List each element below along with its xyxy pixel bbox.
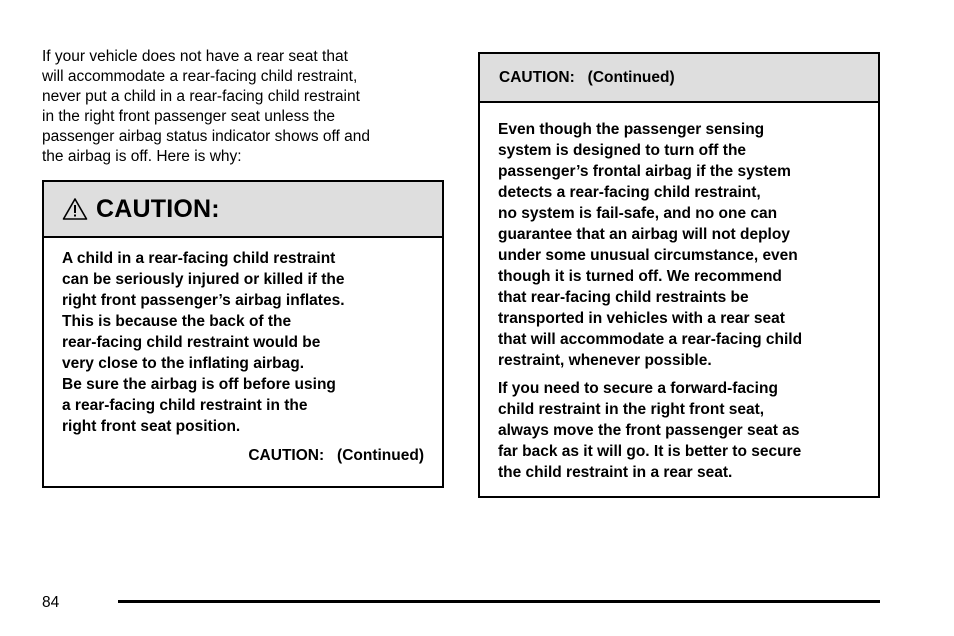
warning-triangle-icon	[62, 197, 88, 221]
caution-box	[42, 180, 444, 488]
caution-body: A child in a rear-facing child restraint can be seriously injured or killed if the right front passenger’s airbag inflates. This is because the back of the rear-facing child restraint would be very close to the inflating airbag. Be sure the airbag is off before using a rear-facing child restraint in the right front seat position.	[62, 250, 345, 435]
caution-continued-paragraph-2: If you need to secure a forward-facing child restraint in the right front seat, always move the front passenger seat as far back as it will go. It is better to secure the child restraint in a rear seat.	[498, 380, 802, 481]
caution-continued-label: CAUTION: (Continued)	[248, 447, 424, 464]
caution-continued-box	[478, 52, 880, 498]
caution-header	[44, 182, 442, 238]
caution-continued-title: CAUTION: (Continued)	[499, 68, 675, 86]
footer-rule	[118, 600, 880, 603]
intro-paragraph: If your vehicle does not have a rear seat that will accommodate a rear-facing child restraint, never put a child in a rear-facing child restraint in the right front passenger seat unless the passenger airbag status indicator shows off and the airbag is off. Here is why:	[42, 48, 370, 165]
caution-title: CAUTION:	[96, 194, 220, 223]
caution-continued-paragraph-1: Even though the passenger sensing system is designed to turn off the passenger’s frontal airbag if the system detects a rear-facing child restraint, no system is fail-safe, and no one can guarantee that an airbag will not deploy under some unusual circumstance, even though it is turned off. We recommend that rear-facing child restraints be transported in vehicles with a rear seat that will accommodate a rear-facing child restraint, whenever possible.	[498, 121, 803, 369]
caution-continued-header	[480, 54, 878, 103]
page-number: 84	[42, 594, 60, 611]
